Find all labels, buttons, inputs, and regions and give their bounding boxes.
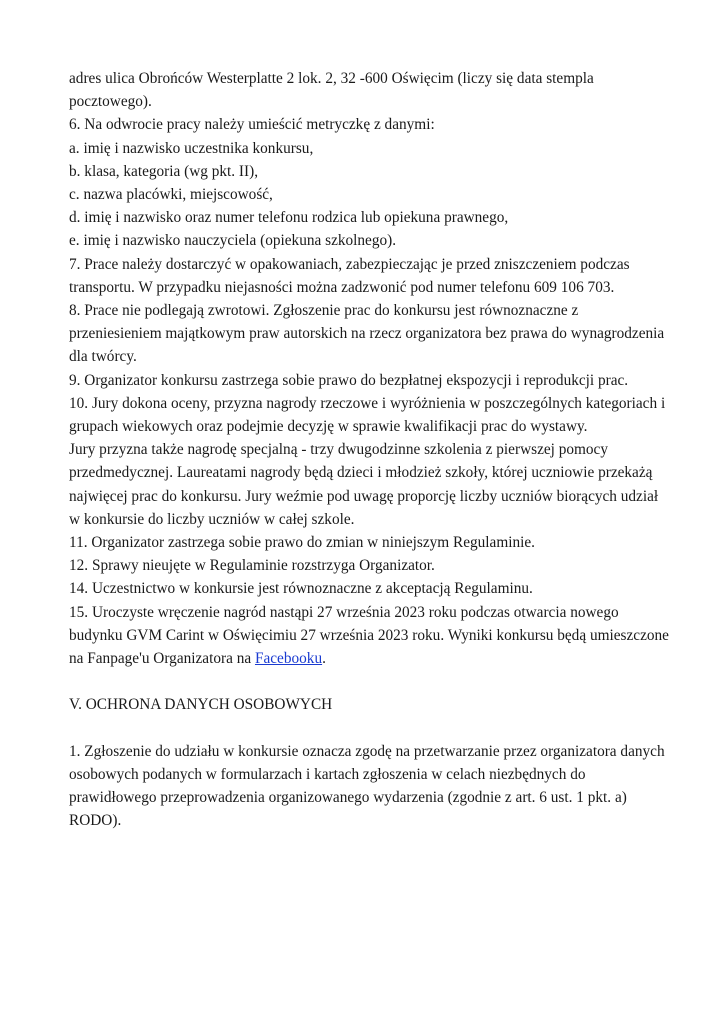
point-6b: b. klasa, kategoria (wg pkt. II), [69,162,259,180]
document-page [69,67,669,833]
point-12: 12. Sprawy nieujęte w Regulaminie rozstrzyga Organizator. [69,557,435,575]
spacer [69,670,669,693]
point-8: 8. Prace nie podlegają zwrotowi. Zgłoszenie prac do konkursu jest równoznaczne z przeniesieniem majątkowym praw autorskich na rzecz organizatora bez prawa do wynagrodzenia dla twórcy. [69,302,665,366]
point-15-end: . [322,650,326,668]
point-11: 11. Organizator zastrzega sobie prawo do zmian w niniejszym Regulaminie. [69,534,535,552]
section-v-point-1: 1. Zgłoszenie do udziału w konkursie oznacza zgodę na przetwarzanie przez organizatora danych osobowych podanych w formularzach i kartach zgłoszenia w celach niezbędnych do prawidłowego przeprowadzenia organizowanego wydarzenia (zgodnie z art. 6 ust. 1 pkt. a) RODO). [69,742,665,830]
point-6a: a. imię i nazwisko uczestnika konkursu, [69,139,314,157]
point-14: 14. Uczestnictwo w konkursie jest równoznaczne z akceptacją Regulaminu. [69,580,533,598]
point-7: 7. Prace należy dostarczyć w opakowaniach, zabezpieczając je przed zniszczeniem podczas transportu. W przypadku niejasności można zadzwonić pod numer telefonu 609 106 703. [69,255,630,296]
spacer [69,717,669,740]
point-10: 10. Jury dokona oceny, przyzna nagrody rzeczowe i wyróżnienia w poszczególnych kategoriach i grupach wiekowych oraz podejmie decyzję w sprawie kwalifikacji prac do wystawy. [69,394,666,436]
address-paragraph: adres ulica Obrońców Westerplatte 2 lok. 2, 32 -600 Oświęcim (liczy się data stempla pocztowego). [69,70,594,111]
point-6: 6. Na odwrocie pracy należy umieścić metryczkę z danymi: [69,116,435,134]
point-9: 9. Organizator konkursu zastrzega sobie prawo do bezpłatnej ekspozycji i reprodukcji prac. [69,371,629,389]
point-15 [69,601,669,671]
point-15-text: 15. Uroczyste wręczenie nagród nastąpi 27 września 2023 roku podczas otwarcia nowego budynku GVM Carint w Oświęcimiu 27 września 2023 roku. Wyniki konkursu będą umieszczone na Fanpage'u Organizatora na [69,603,669,668]
special-prize-paragraph: Jury przyzna także nagrodę specjalną - trzy dwugodzinne szkolenia z pierwszej pomocy przedmedycznej. Laureatami nagrody będą dzieci i młodzież szkoły, której uczniowie przekażą najwięcej prac do konkursu. Jury weźmie pod uwagę proporcję liczby uczniów biorących udział w konkursie do liczby uczniów w całej szkole. [69,441,659,528]
point-6d: d. imię i nazwisko oraz numer telefonu rodzica lub opiekuna prawnego, [69,209,509,227]
facebook-link[interactable]: Facebooku [254,650,323,668]
section-heading: V. OCHRONA DANYCH OSOBOWYCH [69,696,333,714]
point-6e: e. imię i nazwisko nauczyciela (opiekuna szkolnego). [69,232,397,250]
point-6c: c. nazwa placówki, miejscowość, [69,186,273,204]
